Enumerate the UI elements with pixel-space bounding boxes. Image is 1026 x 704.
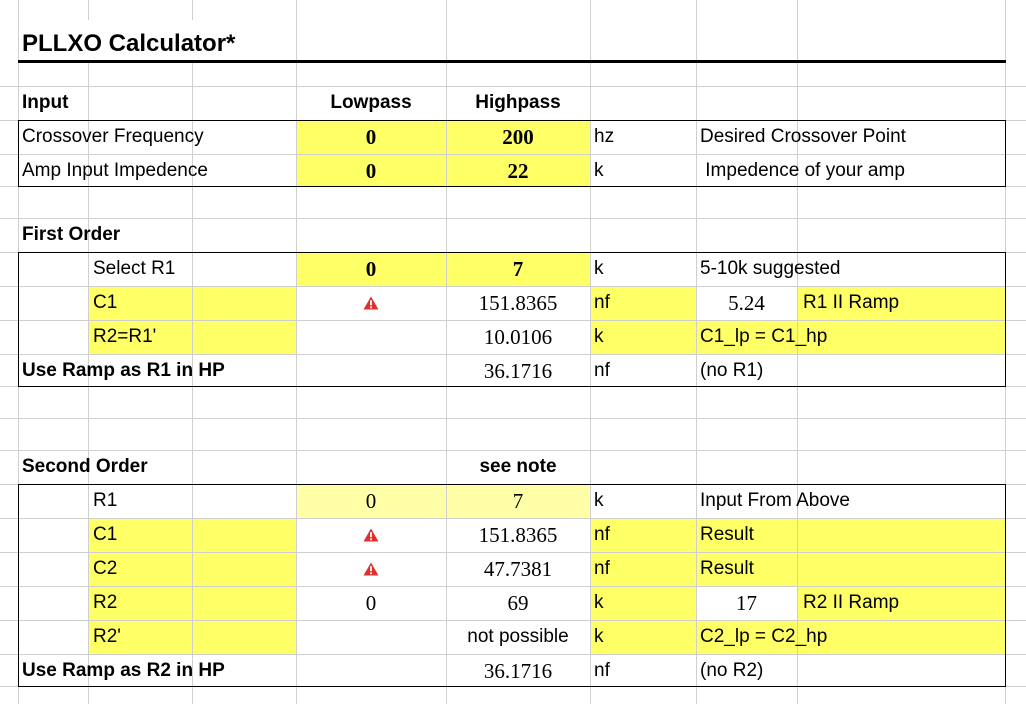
- second-c1-note: Result: [700, 524, 754, 545]
- amp-impedence-unit: k: [594, 160, 604, 181]
- lowpass-header: Lowpass: [330, 92, 412, 113]
- crossover-frequency-label: Crossover Frequency: [22, 126, 204, 147]
- second-r2-note: R2 II Ramp: [803, 592, 900, 613]
- first-ramp-label: Use Ramp as R1 in HP: [22, 360, 225, 381]
- first-r2-highpass[interactable]: 10.0106: [483, 325, 553, 349]
- second-c2-label: C2: [93, 558, 118, 579]
- second-r1-label: R1: [93, 490, 118, 511]
- first-c1-highpass[interactable]: 151.8365: [478, 291, 558, 315]
- select-r1-label: Select R1: [93, 258, 176, 279]
- first-ramp-note: (no R1): [700, 360, 764, 381]
- second-c1-highpass[interactable]: 151.8365: [478, 523, 558, 547]
- second-ramp-unit: nf: [594, 660, 610, 681]
- crossover-unit: hz: [594, 126, 615, 147]
- select-r1-highpass-input[interactable]: 7: [512, 257, 524, 281]
- gridline: [192, 0, 193, 704]
- warning-triangle-icon[interactable]: [363, 528, 379, 542]
- first-r2-label: R2=R1': [93, 326, 157, 347]
- first-c1-unit: nf: [594, 292, 610, 313]
- first-c1-label: C1: [93, 292, 118, 313]
- gridline: [590, 0, 591, 704]
- second-c2-highpass[interactable]: 47.7381: [483, 557, 553, 581]
- see-note-label: see note: [479, 456, 557, 477]
- crossover-note: Desired Crossover Point: [700, 126, 906, 147]
- first-c1-value[interactable]: 5.24: [728, 291, 765, 315]
- gridline: [1005, 0, 1006, 704]
- first-ramp-unit: nf: [594, 360, 610, 381]
- warning-triangle-icon[interactable]: [363, 296, 379, 310]
- second-r2p-unit: k: [594, 626, 604, 647]
- select-r1-unit: k: [594, 258, 604, 279]
- first-ramp-highpass[interactable]: 36.1716: [483, 359, 553, 383]
- second-r2p-highpass[interactable]: not possible: [467, 626, 569, 647]
- input-header: Input: [22, 92, 69, 113]
- amp-impedence-highpass-input[interactable]: 22: [507, 159, 529, 183]
- second-r1-note: Input From Above: [700, 490, 850, 511]
- second-r1-unit: k: [594, 490, 604, 511]
- second-ramp-note: (no R2): [700, 660, 764, 681]
- select-r1-note: 5-10k suggested: [700, 258, 841, 279]
- gridline: [0, 418, 1026, 419]
- second-c1-label: C1: [93, 524, 118, 545]
- highpass-header: Highpass: [475, 92, 561, 113]
- second-c2-note: Result: [700, 558, 754, 579]
- second-r2p-note: C2_lp = C2_hp: [700, 626, 828, 647]
- second-r2-lowpass[interactable]: 0: [365, 591, 377, 615]
- title-underline: [18, 60, 1006, 63]
- second-r1-highpass[interactable]: 7: [512, 489, 524, 513]
- second-r2p-label: R2': [93, 626, 121, 647]
- first-r2-note: C1_lp = C1_hp: [700, 326, 828, 347]
- second-r2-label: R2: [93, 592, 118, 613]
- first-order-header: First Order: [22, 224, 121, 245]
- warning-triangle-icon[interactable]: [363, 562, 379, 576]
- crossover-lowpass-input[interactable]: 0: [365, 125, 377, 149]
- second-c1-unit: nf: [594, 524, 610, 545]
- page-title: PLLXO Calculator*: [22, 30, 236, 57]
- amp-impedence-label: Amp Input Impedence: [22, 160, 208, 181]
- amp-impedence-lowpass-input[interactable]: 0: [365, 159, 377, 183]
- second-c2-unit: nf: [594, 558, 610, 579]
- first-r2-unit: k: [594, 326, 604, 347]
- second-order-header: Second Order: [22, 456, 148, 477]
- second-r1-lowpass[interactable]: 0: [365, 489, 377, 513]
- gridline: [0, 218, 1026, 219]
- gridline: [18, 0, 19, 704]
- first-c1-note: R1 II Ramp: [803, 292, 900, 313]
- second-r2-unit: k: [594, 592, 604, 613]
- gridline: [88, 0, 89, 704]
- amp-impedence-note: Impedence of your amp: [700, 160, 905, 181]
- second-ramp-label: Use Ramp as R2 in HP: [22, 660, 225, 681]
- second-ramp-highpass[interactable]: 36.1716: [483, 659, 553, 683]
- second-r2-value[interactable]: 17: [736, 591, 757, 615]
- crossover-highpass-input[interactable]: 200: [502, 125, 534, 149]
- select-r1-lowpass-input[interactable]: 0: [365, 257, 377, 281]
- second-r2-highpass[interactable]: 69: [507, 591, 529, 615]
